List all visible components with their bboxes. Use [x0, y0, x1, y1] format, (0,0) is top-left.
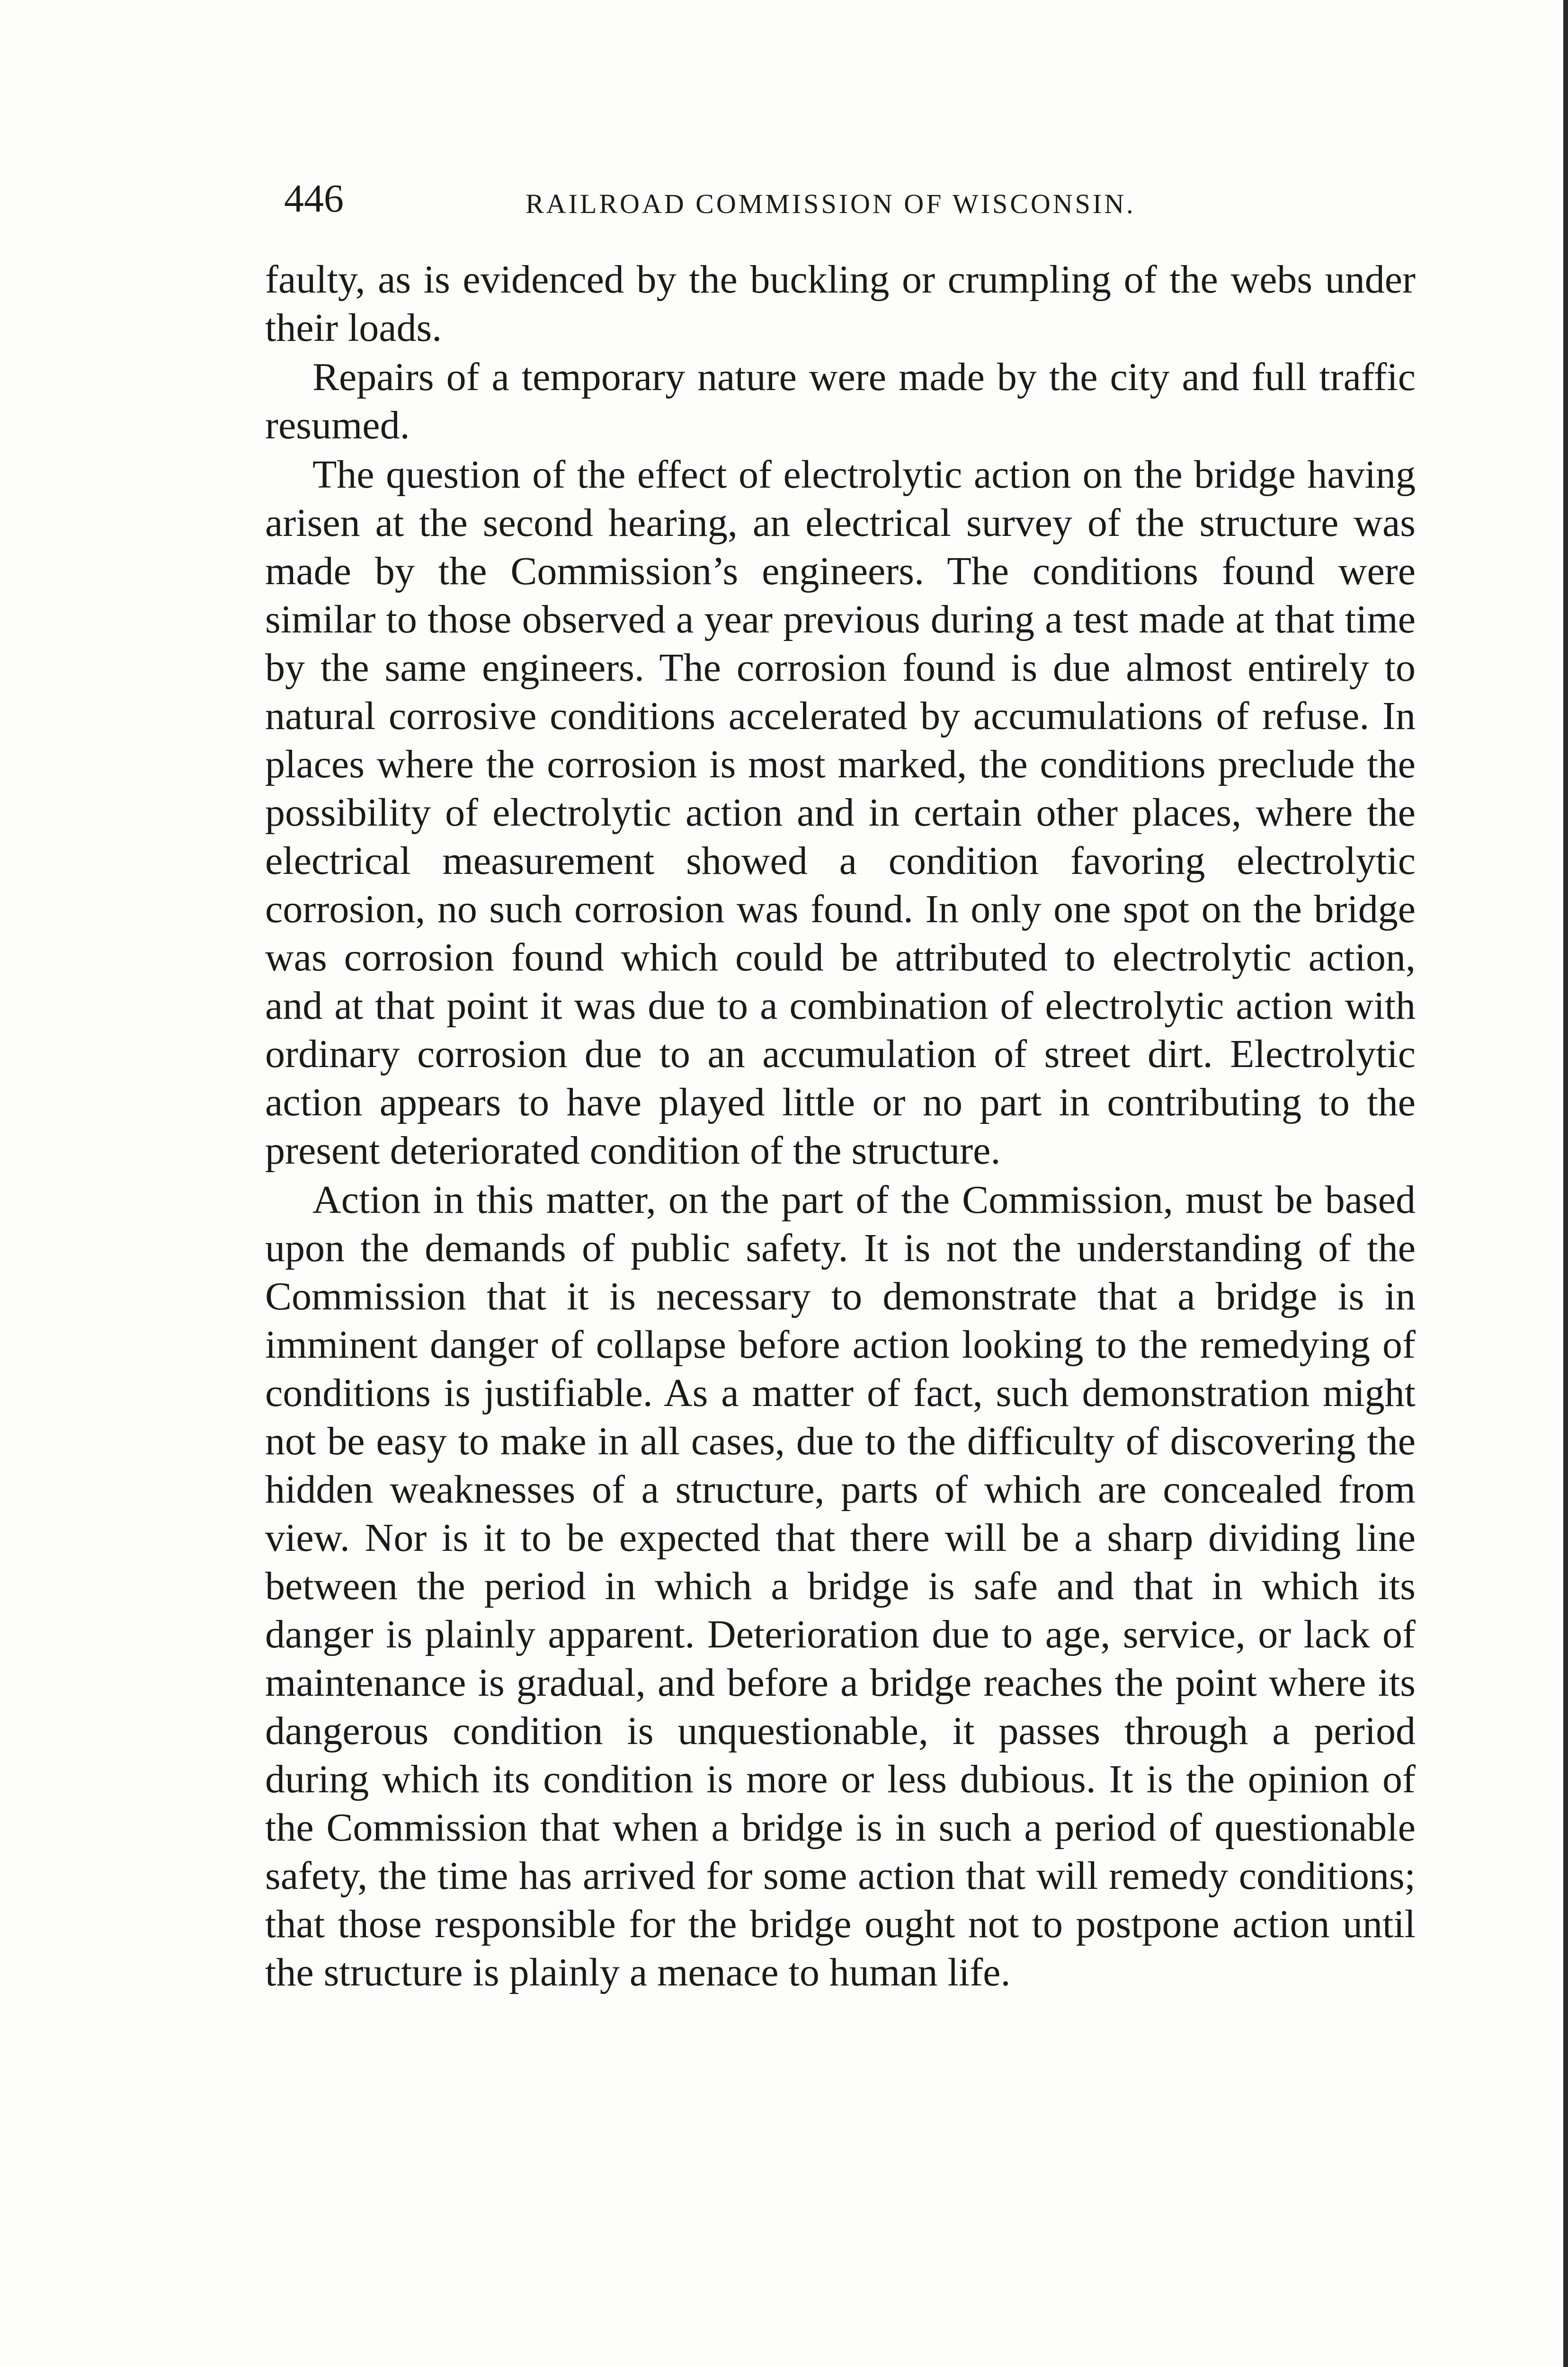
- paragraph-repairs: Repairs of a temporary nature were made by the city and full traffic resumed.: [265, 355, 1416, 447]
- running-head: RAILROAD COMMISSION OF WISCONSIN.: [526, 188, 1136, 219]
- page-number: 446: [284, 177, 344, 221]
- paragraph-electrolytic-action: The question of the effect of electrolytic action on the bridge having arisen at the second hearing, an electrical survey of the structure was made by the Commission’s engineers. The conditions found were similar to those observed a year previous during a test made at that time by the same engineers. The corrosion found is due almost entirely to natural corrosive conditions accelerated by accumulations of refuse. In places where the corrosion is most marked, the conditions preclude the possibility of electrolytic action and in certain other places, where the electrical measurement showed a condition favoring electrolytic corrosion, no such corrosion was found. In only one spot on the bridge was corrosion found which could be attributed to electrolytic action, and at that point it was due to a combination of electrolytic action with ordinary corrosion due to an accumulation of street dirt. Electrolytic action appears to have played little or no part in contributing to the present deteriorated condition of the structure.: [265, 453, 1416, 1173]
- scan-edge-right: [1563, 0, 1568, 2367]
- paragraph-continued: faulty, as is evidenced by the buckling or crumpling of the webs under their loads.: [265, 258, 1416, 350]
- paragraph-public-safety: Action in this matter, on the part of the Commission, must be based upon the demands of public safety. It is not the understanding of the Commission that it is necessary to demonstrate that a bridge is in imminent danger of collapse before action looking to the remedying of conditions is justifiable. As a matter of fact, such demonstration might not be easy to make in all cases, due to the difficulty of discovering the hidden weaknesses of a structure, parts of which are concealed from view. Nor is it to be expected that there will be a sharp dividing line between the period in which a bridge is safe and that in which its danger is plainly apparent. Deterioration due to age, service, or lack of maintenance is gradual, and before a bridge reaches the point where its dangerous condition is unquestionable, it passes through a period during which its condition is more or less dubious. It is the opinion of the Commission that when a bridge is in such a period of questionable safety, the time has arrived for some action that will remedy conditions; that those responsible for the bridge ought not to postpone action until the structure is plainly a menace to human life.: [265, 1178, 1416, 1994]
- body-text: [265, 256, 1416, 1997]
- page-header: [284, 170, 1449, 227]
